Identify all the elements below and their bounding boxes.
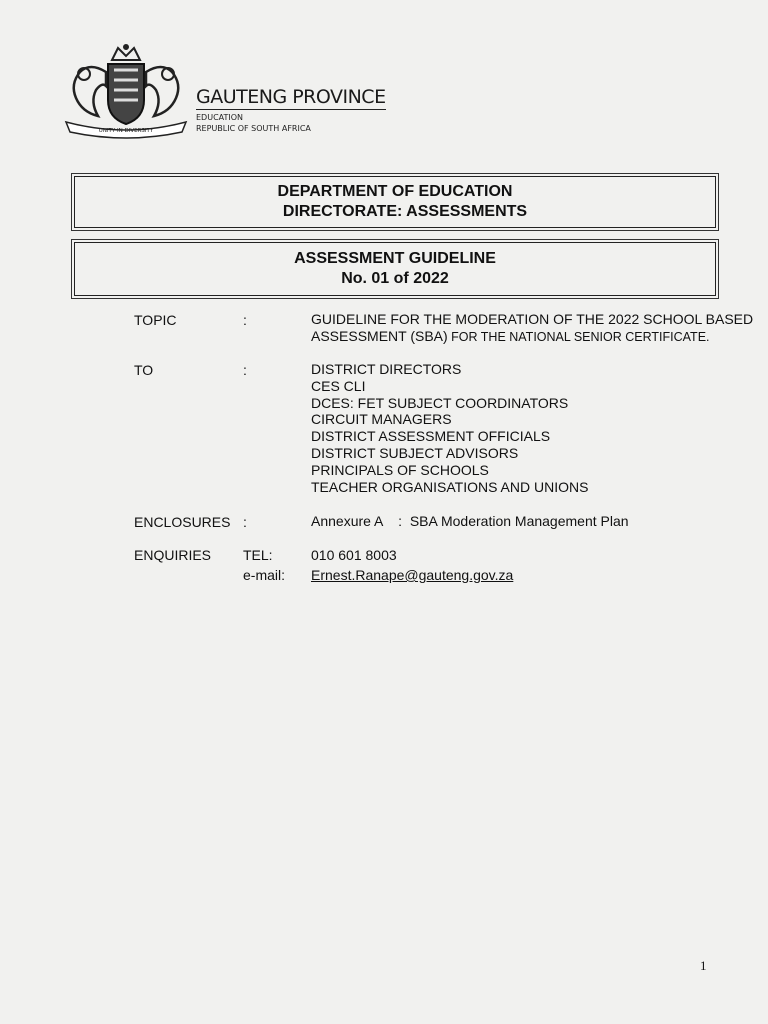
recipient-item: DCES: FET SUBJECT COORDINATORS xyxy=(311,394,569,411)
crest-motto: UNITY IN DIVERSITY xyxy=(98,128,154,134)
enquiries-label: ENQUIRIES xyxy=(134,547,212,563)
province-header xyxy=(196,86,386,134)
topic-line-2 xyxy=(311,328,753,346)
recipient-item: DISTRICT DIRECTORS xyxy=(311,361,462,377)
enclosures-value: Annexure A : SBA Moderation Management Plan xyxy=(311,513,629,529)
email-link[interactable]: Ernest.Ranape@gauteng.gov.za xyxy=(311,567,514,583)
topic-separator: : xyxy=(243,312,247,328)
department-name: EDUCATION xyxy=(196,113,244,122)
directorate-title: DIRECTORATE: ASSESSMENTS xyxy=(282,203,528,220)
topic-label: TOPIC xyxy=(134,312,177,328)
recipient-list xyxy=(311,361,588,495)
enclosures-separator: : xyxy=(243,514,247,530)
country-name: REPUBLIC OF SOUTH AFRICA xyxy=(196,124,311,133)
coat-of-arms-logo xyxy=(60,42,192,140)
recipient-item: DISTRICT SUBJECT ADVISORS xyxy=(311,444,519,461)
topic-line-1: GUIDELINE FOR THE MODERATION OF THE 2022 SCHOOL BASED xyxy=(311,311,754,327)
topic-value xyxy=(311,311,753,346)
guideline-number: No. 01 of 2022 xyxy=(341,270,449,287)
guideline-title: ASSESSMENT GUIDELINE xyxy=(294,250,496,267)
guideline-title-box xyxy=(74,242,716,296)
to-label: TO xyxy=(134,362,154,378)
department-title-box xyxy=(74,176,716,228)
recipient-item: CIRCUIT MANAGERS xyxy=(311,411,452,428)
recipient-item: TEACHER ORGANISATIONS AND UNIONS xyxy=(311,478,589,495)
recipient-item: DISTRICT ASSESSMENT OFFICIALS xyxy=(311,428,551,445)
recipient-item: PRINCIPALS OF SCHOOLS xyxy=(311,461,489,478)
tel-value: 010 601 8003 xyxy=(311,547,397,563)
enclosures-label: ENCLOSURES xyxy=(134,514,231,530)
topic-line-2b: FOR THE NATIONAL SENIOR CERTIFICATE. xyxy=(447,330,710,344)
province-name: GAUTENG PROVINCE xyxy=(196,86,386,108)
page-number: 1 xyxy=(700,958,707,973)
recipient-item: CES CLI xyxy=(311,377,366,394)
department-title: DEPARTMENT OF EDUCATION xyxy=(277,183,513,200)
topic-line-2a: ASSESSMENT (SBA) xyxy=(311,328,448,344)
to-separator: : xyxy=(243,362,247,378)
tel-label: TEL: xyxy=(243,547,273,563)
email-label: e-mail: xyxy=(243,567,286,583)
